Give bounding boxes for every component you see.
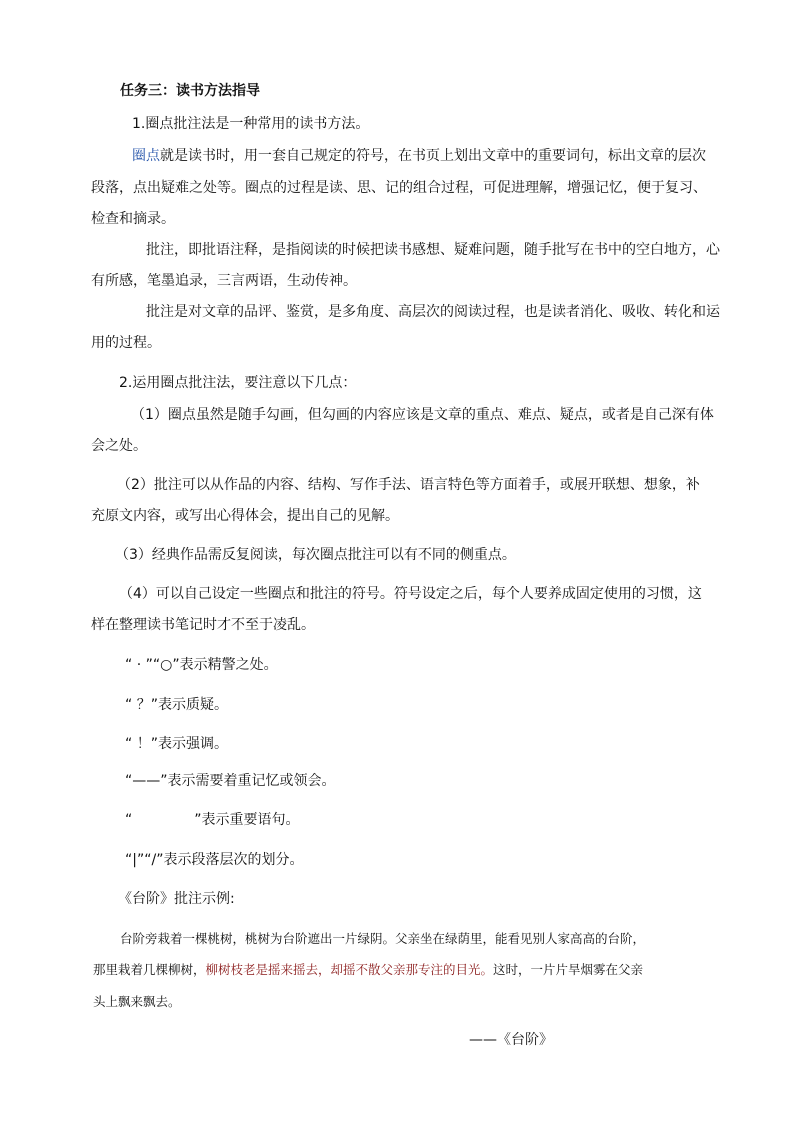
example-line2-rest: 这时，一片片旱烟雾在父亲 (493, 962, 644, 977)
point2-item3: （3）经典作品需反复阅读，每次圈点批注可以有不同的侧重点。 (115, 547, 516, 563)
point1-para1-line1 (132, 147, 706, 165)
term-quandian: 圈点 (132, 148, 160, 164)
point1-para3-line2: 用的过程。 (91, 335, 161, 351)
example-label: 《台阶》批注示例: (118, 891, 235, 907)
symbol-key-underline: “——”表示需要着重记忆或领会。 (125, 773, 336, 789)
symbol-key-paragraph: “|”“/”表示段落层次的划分。 (125, 852, 304, 868)
point2-item1-line2: 会之处。 (91, 438, 147, 454)
close-quote: ” (194, 812, 202, 828)
point2-item1-line1: （1）圈点虽然是随手勾画，但勾画的内容应该是文章的重点、难点、疑点，或者是自己深有体 (131, 407, 714, 423)
example-line2 (93, 961, 643, 979)
point2-item4-line1: （4）可以自己设定一些圈点和批注的符号。符号设定之后，每个人要养成固定使用的习惯，这 (119, 586, 702, 602)
point1-title: 1.圈点批注法是一种常用的读书方法。 (132, 116, 370, 132)
point1-para1-line2: 段落，点出疑难之处等。圈点的过程是读、思、记的组合过程，可促进理解，增强记忆，便于复习、 (91, 180, 707, 196)
example-source: ——《台阶》 (469, 1032, 553, 1048)
symbol-key-emphasis: “ · ”“○”表示精警之处。 (125, 657, 278, 673)
point2-item2-line2: 充原文内容，或写出心得体会，提出自己的见解。 (91, 508, 399, 524)
symbol-key-important (125, 811, 300, 829)
symbol-key-important-text: 表示重要语句。 (201, 812, 300, 828)
example-highlight: 柳树枝老是摇来摇去，却摇不散父亲那专注的目光。 (205, 962, 494, 977)
point1-para1-line1-text: 就是读书时，用一套自己规定的符号，在书页上划出文章中的重要词句，标出文章的层次 (160, 148, 706, 164)
point2-item4-line2: 样在整理读书笔记时才不至于凌乱。 (91, 617, 315, 633)
point1-para1-line3: 检查和摘录。 (91, 211, 175, 227)
example-line2-plain: 那里栽着几棵柳树， (93, 962, 206, 977)
point2-item2-line1: （2）批注可以从作品的内容、结构、写作手法、语言特色等方面着手，或展开联想、想象，补 (117, 477, 700, 493)
point1-para2-line2: 有所感，笔墨追录，三言两语，生动传神。 (91, 273, 357, 289)
symbol-key-question: “ ？”表示质疑。 (125, 697, 228, 713)
point1-para2-line1: 批注，即批语注释，是指阅读的时候把读书感想、疑难问题，随手批写在书中的空白地方，心 (146, 242, 720, 258)
open-quote: “ (125, 812, 133, 828)
section-title: 任务三：读书方法指导 (120, 83, 260, 99)
symbol-key-exclaim: “ ！”表示强调。 (125, 736, 228, 752)
example-line1: 台阶旁栽着一棵桃树，桃树为台阶遮出一片绿阴。父亲坐在绿荫里，能看见别人家高高的台阶， (120, 931, 646, 946)
example-line3: 头上飘来飘去。 (93, 994, 181, 1009)
point1-para3-line1: 批注是对文章的品评、鉴赏，是多角度、高层次的阅读过程，也是读者消化、吸收、转化和运 (146, 304, 720, 320)
point2-title: 2.运用圈点批注法，要注意以下几点： (119, 375, 357, 391)
